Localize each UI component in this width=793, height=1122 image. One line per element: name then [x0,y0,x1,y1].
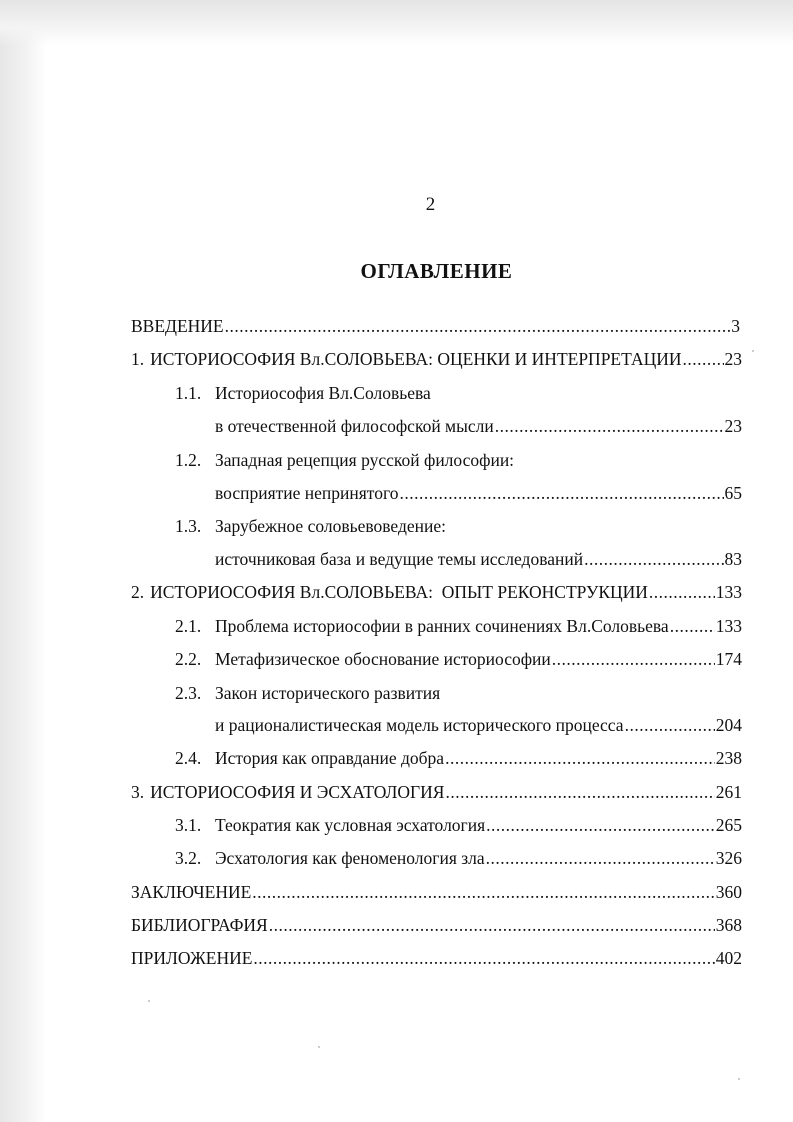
toc-entry-label: Зарубежное соловьевоведение: [215,516,446,536]
toc-entry-label: Историософия Вл.Соловьева [215,383,431,403]
toc-section-2-3-line1 [175,682,440,704]
toc-entry-page: 265 [715,815,742,835]
toc-entry-label: Метафизическое обоснование историософии [215,649,551,669]
dot-leader [225,315,731,337]
toc-entry-bibliography [131,914,742,938]
scan-speck [148,1000,150,1002]
toc-section-1-2-line2 [215,482,742,506]
toc-entry-label: ПРИЛОЖЕНИЕ [131,948,253,968]
toc-entry-appendix [131,947,742,971]
page-number: 2 [425,194,436,215]
dot-leader [552,648,715,670]
toc-entry-page: 174 [715,649,742,669]
toc-entry-label: Эсхатология как феноменология зла [215,848,485,868]
toc-entry-label: и рационалистическая модель исторического процесса [215,715,624,735]
toc-entry-label: ИСТОРИОСОФИЯ Вл.СОЛОВЬЕВА: ОПЫТ РЕКОНСТРУКЦИИ [150,582,648,602]
toc-entry-page: 402 [715,948,742,968]
toc-title: ОГЛАВЛЕНИЕ [360,259,513,283]
toc-entry-page: 83 [724,549,742,569]
toc-section-number: 1.3. [175,516,202,536]
scan-shadow-top [0,0,793,46]
scan-speck [738,1078,740,1080]
toc-entry-page: 3 [731,316,740,336]
toc-section-2-3-line2 [215,714,742,738]
toc-entry-page: 204 [715,715,742,735]
toc-section-2-1 [175,615,742,639]
toc-entry-label: Теократия как условная эсхатология [215,815,486,835]
toc-chapter-3 [131,781,742,805]
toc-entry-label: в отечественной философской мысли [215,416,494,436]
toc-section-number: 2.3. [175,683,202,703]
toc-entry-page: 23 [724,416,742,436]
toc-entry-label: БИБЛИОГРАФИЯ [131,915,268,935]
toc-entry-label: Проблема историософии в ранних сочинениях Вл.Соловьева [215,616,669,636]
dot-leader [683,348,724,370]
toc-entry-conclusion [131,881,742,905]
dot-leader [252,881,714,903]
toc-chapter-number: 3. [131,782,145,802]
dot-leader [486,847,715,869]
toc-section-number: 3.1. [175,815,202,835]
toc-section-number: 3.2. [175,848,202,868]
toc-chapter-number: 1. [131,349,145,369]
toc-entry-label: Закон исторического развития [215,683,441,703]
toc-section-number: 1.2. [175,450,202,470]
toc-entry-page: 360 [715,882,742,902]
toc-section-2-2 [175,648,742,672]
toc-section-2-4 [175,747,742,771]
toc-entry-label: ИСТОРИОСОФИЯ Вл.СОЛОВЬЕВА: ОЦЕНКИ И ИНТЕРПРЕТАЦИИ [150,349,682,369]
dot-leader [445,781,714,803]
dot-leader [486,814,715,836]
toc-entry-label: ИСТОРИОСОФИЯ И ЭСХАТОЛОГИЯ [150,782,445,802]
toc-entry-page: 261 [715,782,742,802]
dot-leader [445,747,715,769]
toc-entry-page: 133 [715,582,742,602]
toc-section-1-2-line1 [175,449,514,471]
toc-section-number: 2.4. [175,748,202,768]
toc-section-number: 1.1. [175,383,202,403]
toc-section-3-2 [175,847,742,871]
toc-section-1-1-line1 [175,382,431,404]
toc-entry-label: ЗАКЛЮЧЕНИЕ [131,882,252,902]
scan-shadow-left [0,0,46,1122]
scan-speck [318,1046,320,1048]
toc-chapter-2 [131,581,742,605]
toc-entry-page: 326 [715,848,742,868]
toc-section-number: 2.1. [175,616,202,636]
scan-speck [752,350,754,352]
dot-leader [253,947,714,969]
toc-chapter-number: 2. [131,582,145,602]
dot-leader [269,914,715,936]
toc-entry-label: История как оправдание добра [215,748,445,768]
toc-entry-label: восприятие непринятого [215,483,399,503]
toc-section-number: 2.2. [175,649,202,669]
dot-leader [495,415,724,437]
dot-leader [399,482,723,504]
toc-entry-page: 65 [724,483,742,503]
toc-section-1-1-line2 [215,415,742,439]
toc-entry-page: 368 [715,915,742,935]
toc-entry-page: 238 [715,748,742,768]
toc-entry-label: источниковая база и ведущие темы исследований [215,549,584,569]
toc-section-1-3-line2 [215,548,742,572]
dot-leader [584,548,723,570]
toc-entry-page: 23 [724,349,742,369]
dot-leader [649,581,715,603]
toc-entry-label: Западная рецепция русской философии: [215,450,515,470]
dot-leader [625,714,715,736]
toc-entry-page: 133 [715,616,742,636]
toc-entry-intro [131,315,740,339]
toc-section-3-1 [175,814,742,838]
toc-section-1-3-line1 [175,515,446,537]
dot-leader [670,615,715,637]
toc-chapter-1 [131,348,742,372]
toc-entry-label: ВВЕДЕНИЕ [131,316,224,336]
